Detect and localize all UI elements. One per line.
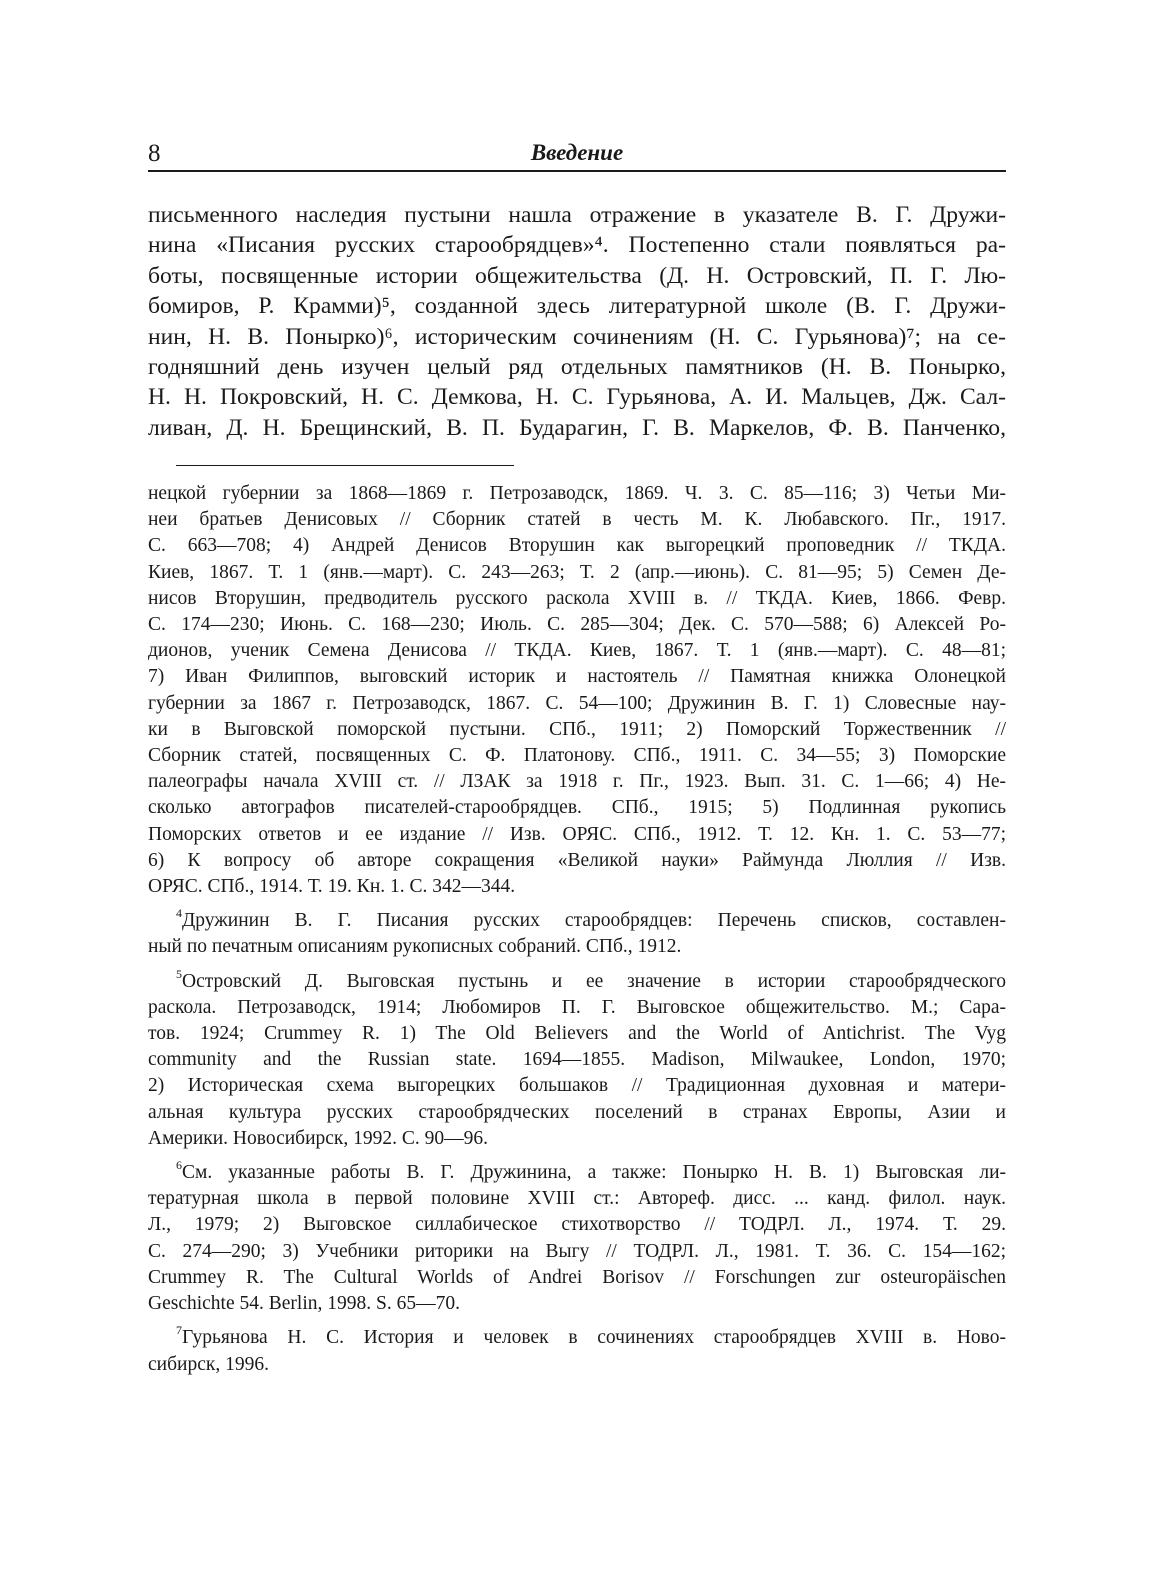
main-line: нин, Н. В. Понырко)⁶, историческим сочинениям (Н. С. Гурьянова)⁷; на се- [148, 323, 1006, 350]
main-line: письменного наследия пустыни нашла отражение в указателе В. Г. Дружи- [148, 202, 1006, 228]
footnote-line: неи братьев Денисовых // Сборник статей в честь М. К. Любавского. Пг., 1917. [148, 509, 1006, 531]
footnote-line: community and the Russian state. 1694—1855. Madison, Milwaukee, London, 1970; [148, 1049, 1006, 1071]
footnote-5 [148, 966, 1006, 1152]
footnote-line: тов. 1924; Crummey R. 1) The Old Believers and the World of Antichrist. The Vyg [148, 1023, 1006, 1045]
footnote-line: С. 174—230; Июнь. С. 168—230; Июль. С. 285—304; Дек. С. 570—588; 6) Алексей Ро- [148, 614, 1006, 636]
footnote-line: тературная школа в первой половине XVIII ст.: Автореф. дисс. ... канд. филол. наук. [148, 1188, 1006, 1210]
footnote-line: Гурьянова Н. С. История и человек в сочинениях старообрядцев XVIII в. Ново- [182, 1327, 1006, 1349]
footnote-line: Crummey R. The Cultural Worlds of Andrei Borisov // Forschungen zur osteuropäischen [148, 1266, 1006, 1288]
page-number: 8 [148, 140, 161, 167]
footnote-6 [148, 1160, 1006, 1317]
footnote-line: Островский Д. Выговская пустынь и ее значение в истории старообрядческого [182, 970, 1006, 992]
footnotes [148, 481, 1006, 1386]
footnote-continuation [148, 481, 1006, 900]
footnote-line: Л., 1979; 2) Выговское силлабическое стихотворство // ТОДРЛ. Л., 1974. Т. 29. [148, 1214, 1006, 1236]
footnote-line: ОРЯС. СПб., 1914. Т. 19. Кн. 1. С. 342—344. [148, 876, 516, 898]
running-head [148, 138, 1006, 172]
footnote-line: ки в Выговской поморской пустыни. СПб., 1911; 2) Поморский Торжественник // [148, 718, 1006, 740]
footnote-mark: 4 [176, 906, 182, 921]
footnote-mark: 6 [176, 1158, 182, 1173]
footnote-line: палеографы начала XVIII ст. // ЛЗАК за 1918 г. Пг., 1923. Вып. 31. С. 1—66; 4) Не- [148, 771, 1006, 793]
main-line: нина «Писания русских старообрядцев»⁴. Постепенно стали появляться ра- [148, 232, 1006, 259]
footnote-line: ный по печатным описаниям рукописных собраний. СПб., 1912. [148, 936, 682, 958]
footnote-line: Америки. Новосибирск, 1992. С. 90—96. [148, 1127, 489, 1149]
footnote-line: сибирск, 1996. [148, 1353, 269, 1375]
footnote-line: нисов Вторушин, предводитель русского раскола XVIII в. // ТКДА. Киев, 1866. Февр. [148, 587, 1006, 609]
main-text [148, 200, 1006, 443]
running-title: Введение [530, 140, 624, 165]
footnote-line: сколько автографов писателей-старообрядцев. СПб., 1915; 5) Подлинная рукопись [148, 797, 1006, 819]
footnote-line: См. указанные работы В. Г. Дружинина, а также: Понырко Н. В. 1) Выговская ли- [182, 1162, 1006, 1184]
main-line: Н. Н. Покровский, Н. С. Демкова, Н. С. Гурьянова, А. И. Мальцев, Дж. Сал- [148, 384, 1006, 411]
footnote-line: нецкой губернии за 1868—1869 г. Петрозаводск, 1869. Ч. 3. С. 85—116; 3) Четьи Ми- [148, 483, 1006, 504]
footnote-line: Киев, 1867. Т. 1 (янв.—март). С. 243—263; Т. 2 (апр.—июнь). С. 81—95; 5) Семен Де- [148, 561, 1006, 583]
footnote-line: Дружинин В. Г. Писания русских старообрядцев: Перечень списков, составлен- [182, 910, 1006, 932]
footnote-line: С. 274—290; 3) Учебники риторики на Выгу // ТОДРЛ. Л., 1981. Т. 36. С. 154—162; [148, 1240, 1006, 1262]
footnote-line: 2) Историческая схема выгорецких большаков // Традиционная духовная и матери- [148, 1075, 1006, 1097]
main-line: боты, посвященные истории общежительства (Д. Н. Островский, П. Г. Лю- [148, 262, 1006, 289]
footnote-4 [148, 908, 1006, 960]
footnote-mark: 5 [176, 966, 182, 981]
footnote-line: 6) К вопросу об авторе сокращения «Великой науки» Раймунда Люллия // Изв. [148, 849, 1006, 871]
footnote-line: Geschichte 54. Berlin, 1998. S. 65—70. [148, 1293, 460, 1315]
footnote-line: 7) Иван Филиппов, выговский историк и настоятель // Памятная книжка Олонецкой [148, 666, 1006, 688]
footnote-line: С. 663—708; 4) Андрей Денисов Вторушин как выгорецкий проповедник // ТКДА. [148, 535, 1006, 557]
footnote-mark: 7 [176, 1323, 182, 1338]
footnote-separator [176, 465, 514, 466]
footnote-line: губернии за 1867 г. Петрозаводск, 1867. С. 54—100; Дружинин В. Г. 1) Словесные нау- [148, 692, 1006, 714]
footnote-line: раскола. Петрозаводск, 1914; Любомиров П. Г. Выговское общежительство. М.; Сара- [148, 996, 1006, 1018]
footnote-7 [148, 1325, 1006, 1377]
footnote-line: Поморских ответов и ее издание // Изв. ОРЯС. СПб., 1912. Т. 12. Кн. 1. С. 53—77; [148, 823, 1006, 845]
footnote-line: альная культура русских старообрядческих поселений в странах Европы, Азии и [148, 1101, 1006, 1123]
footnote-line: Сборник статей, посвященных С. Ф. Платонову. СПб., 1911. С. 34—55; 3) Поморские [148, 745, 1006, 767]
main-line: годняшний день изучен целый ряд отдельных памятников (Н. В. Понырко, [148, 354, 1006, 381]
main-line: ливан, Д. Н. Брещинский, В. П. Бударагин, Г. В. Маркелов, Ф. В. Панченко, [148, 414, 1006, 441]
main-line: бомиров, Р. Крамми)⁵, созданной здесь литературной школе (В. Г. Дружи- [148, 293, 1006, 320]
footnote-line: дионов, ученик Семена Денисова // ТКДА. Киев, 1867. Т. 1 (янв.—март). С. 48—81; [148, 640, 1006, 662]
